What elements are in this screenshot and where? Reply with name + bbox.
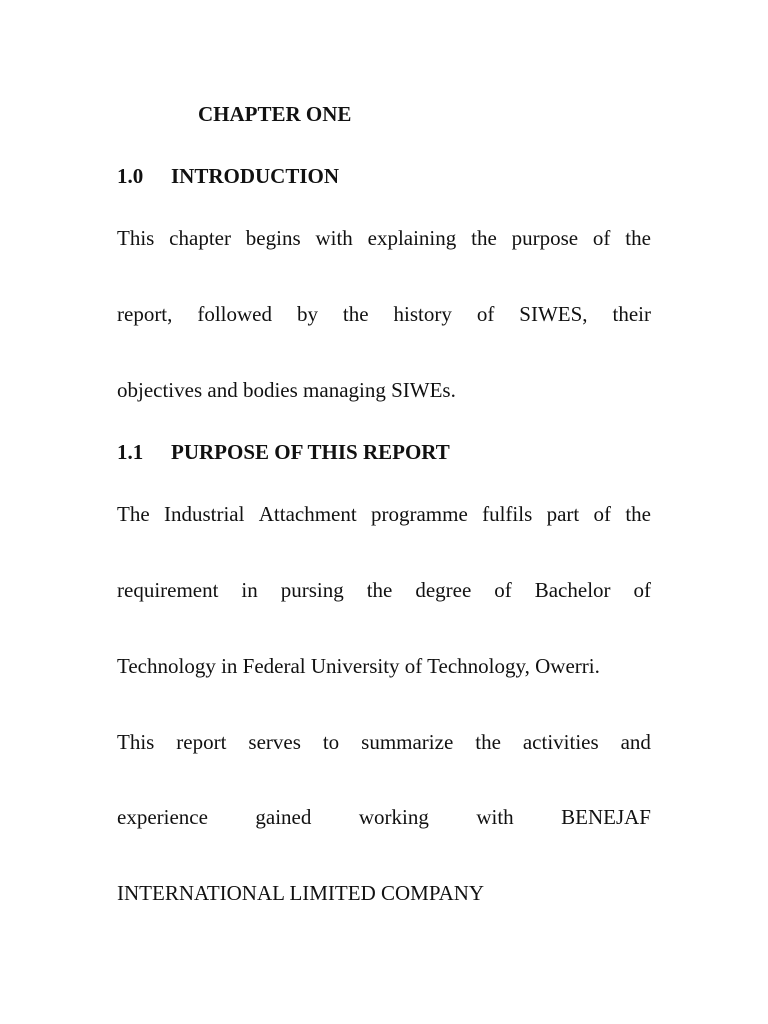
word: the	[625, 226, 651, 250]
purpose-paragraph-line-3: Technology in Federal University of Technology, Owerri.	[117, 654, 600, 678]
word: of	[494, 578, 512, 602]
word: with	[476, 805, 514, 829]
word: summarize	[361, 730, 454, 754]
word: the	[475, 730, 501, 754]
word: followed	[197, 302, 273, 326]
section-number: 1.1	[117, 440, 144, 464]
word: history	[393, 302, 452, 326]
intro-paragraph-line-3: objectives and bodies managing SIWEs.	[117, 378, 456, 402]
word: experience	[117, 805, 208, 829]
word: Bachelor	[534, 578, 611, 602]
word: the	[342, 302, 369, 326]
word: chapter	[169, 226, 231, 250]
word: the	[625, 502, 651, 526]
word: report,	[117, 302, 173, 326]
word: to	[322, 730, 340, 754]
purpose-paragraph-line-4	[117, 729, 651, 755]
word: the	[471, 226, 497, 250]
word: begins	[245, 226, 301, 250]
word: explaining	[367, 226, 457, 250]
word: programme	[371, 502, 468, 526]
word: working	[358, 805, 429, 829]
word: the	[366, 578, 393, 602]
word: The	[117, 502, 150, 526]
section-heading-introduction	[117, 163, 651, 189]
word: This	[117, 730, 155, 754]
word: Industrial	[163, 502, 245, 526]
word: BENEJAF	[561, 805, 651, 829]
word: by	[296, 302, 318, 326]
word: purpose	[511, 226, 579, 250]
word: in	[241, 578, 258, 602]
purpose-paragraph-line-5	[117, 804, 651, 830]
word: of	[476, 302, 495, 326]
purpose-paragraph-line-6: INTERNATIONAL LIMITED COMPANY	[117, 881, 485, 905]
word: report	[176, 730, 227, 754]
word: degree	[415, 578, 472, 602]
word: activities	[522, 730, 599, 754]
section-heading-purpose	[117, 439, 651, 465]
section-number: 1.0	[117, 164, 144, 188]
purpose-paragraph-line-1	[117, 501, 651, 527]
word: serves	[248, 730, 301, 754]
word: of	[592, 226, 611, 250]
word: of	[593, 502, 612, 526]
word: with	[315, 226, 353, 250]
section-title: PURPOSE OF THIS REPORT	[171, 440, 450, 464]
word: part	[546, 502, 580, 526]
chapter-title: CHAPTER ONE	[198, 102, 352, 126]
section-title: INTRODUCTION	[171, 164, 340, 188]
word: gained	[255, 805, 312, 829]
intro-paragraph-line-2	[117, 301, 651, 327]
intro-paragraph-line-1	[117, 225, 651, 251]
word: Attachment	[258, 502, 357, 526]
word: fulfils	[482, 502, 533, 526]
word: SIWES,	[519, 302, 588, 326]
word: This	[117, 226, 155, 250]
word: their	[612, 302, 651, 326]
purpose-paragraph-line-2	[117, 577, 651, 603]
word: of	[633, 578, 651, 602]
word: and	[620, 730, 651, 754]
word: requirement	[117, 578, 219, 602]
word: pursing	[280, 578, 344, 602]
